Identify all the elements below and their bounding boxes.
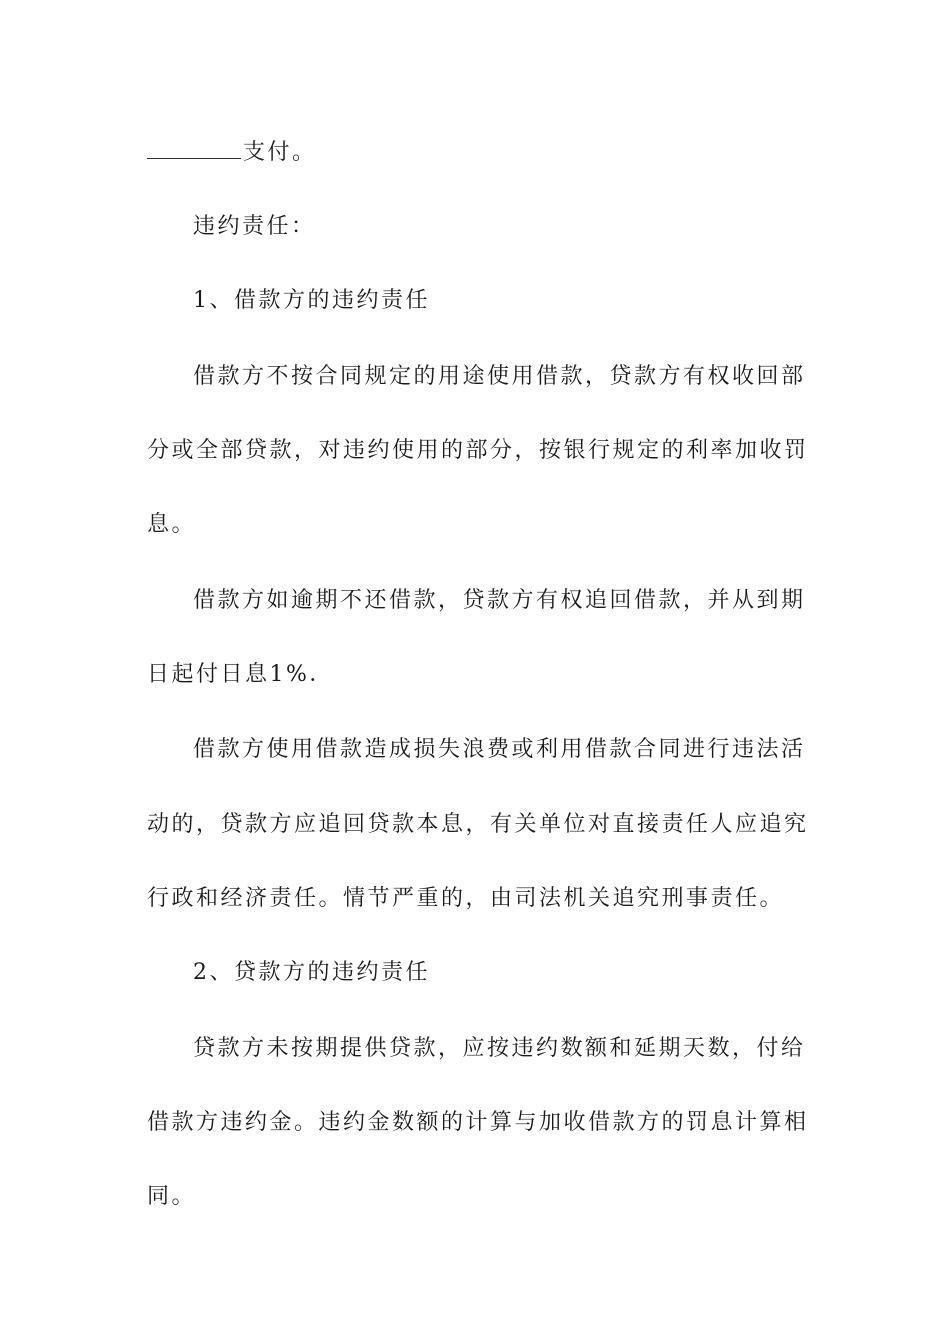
paragraph-line: 借款方使用借款造成损失浪费或利用借款合同进行违法活: [193, 737, 806, 762]
paragraph-line: 借款方不按合同规定的用途使用借款，贷款方有权收回部: [193, 364, 806, 389]
section-heading-breach: 违约责任：: [193, 214, 316, 239]
fill-in-blank: [147, 140, 241, 159]
paragraph-line: 日起付日息1%．: [147, 662, 334, 687]
paragraph-line: 借款方违约金。违约金数额的计算与加收借款方的罚息计算相: [147, 1110, 809, 1135]
paragraph-line: 同。: [147, 1184, 197, 1209]
paragraph-line: 息。: [147, 512, 197, 537]
text-line-payment: [147, 138, 807, 168]
line-text: 支付。: [243, 140, 317, 165]
paragraph-line: 动的，贷款方应追回贷款本息，有关单位对直接责任人应追究: [147, 812, 809, 837]
paragraph-line: 行政和经济责任。情节严重的，由司法机关追究刑事责任。: [147, 886, 785, 911]
paragraph-line: 分或全部贷款，对违约使用的部分，按银行规定的利率加收罚: [147, 438, 809, 463]
subheading-lender-breach: 2、贷款方的违约责任: [193, 960, 430, 985]
subheading-borrower-breach: 1、借款方的违约责任: [193, 288, 430, 313]
paragraph-line: 借款方如逾期不还借款，贷款方有权追回借款，并从到期: [193, 588, 806, 613]
paragraph-line: 贷款方未按期提供贷款，应按违约数额和延期天数，付给: [193, 1036, 806, 1061]
